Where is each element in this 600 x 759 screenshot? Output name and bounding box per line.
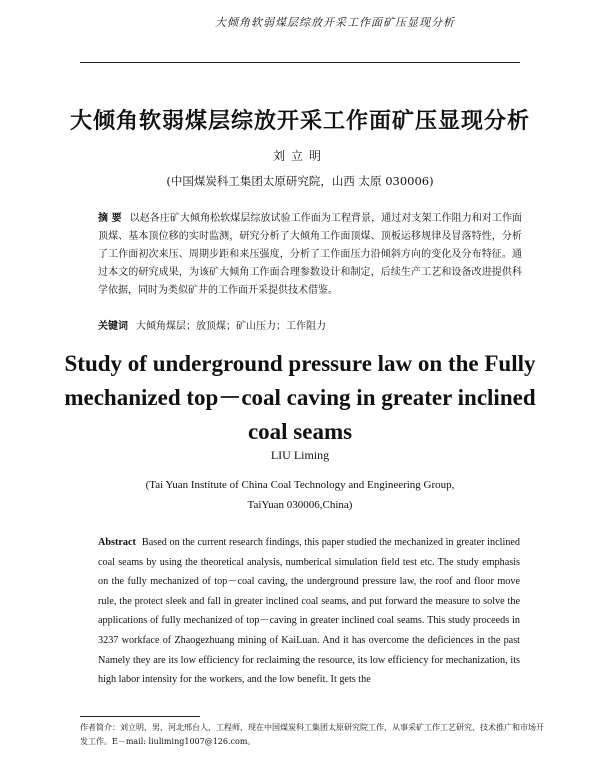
chinese-title: 大倾角软弱煤层综放开采工作面矿压显现分析: [69, 108, 530, 134]
english-affiliation-line2: TaiYuan 030006,China): [247, 499, 353, 511]
footnote-rule: [80, 716, 200, 717]
english-title: Study of underground pressure law on the Fully mechanized top－coal caving in greater inclined coal seams: [64, 351, 536, 444]
english-abstract: [98, 533, 520, 690]
chinese-keywords-text: 大倾角煤层；放顶煤；矿山压力；工作阻力: [136, 321, 326, 332]
chinese-keywords-label: 关键词: [98, 321, 128, 332]
english-affiliation: [90, 475, 510, 515]
chinese-affiliation: (中国煤炭科工集团太原研究院，山西 太原 030006): [166, 174, 434, 188]
running-head: 大倾角软弱煤层综放开采工作面矿压显现分析: [215, 16, 455, 29]
english-author: LIU Liming: [270, 448, 330, 462]
english-abstract-text: Based on the current research findings, this paper studied the mechanized in greater inclined coal seams by using the theoretical analysis, numberical simulation field test etc. The study emphasis on the fully mechanized of top－coal caving, the underground pressure law, the roof and floor move rule, the protect sleek and fall in greater inclined coal seams, and put forward the measure to solve the applications of fully mechanized of top－caving in greater inclined coal seams. This study proceeds in 3237 workface of Zhaogezhuang mining of KaiLuan. And it has overcome the deficiences in the past Namely they are its low efficiency for reclaiming the resource, its low efficiency for mechanization, its high labor intensity for the workers, and the low benefit. It gets the: [98, 537, 520, 686]
english-affiliation-line1: (Tai Yuan Institute of China Coal Technology and Engineering Group,: [145, 479, 455, 491]
chinese-keywords: [98, 318, 522, 336]
author-footnote: 作者简介：刘立明，男，河北邢台人，工程师，现在中国煤炭科工集团太原研究院工作，从事采矿工作工艺研究、技术推广和市场开发工作。E－mail: liuliming1007@126.com。: [80, 723, 544, 746]
chinese-abstract-label: 摘 要: [98, 213, 122, 224]
chinese-abstract-text: 以赵各庄矿大倾角松软煤层综放试验工作面为工程背景，通过对支架工作阻力和对工作面顶煤、基本顶位移的实时监测，研究分析了大倾角工作面顶煤、顶板运移规律及冒落特性，分析了工作面初次来压、周期步距和来压强度，分析了工作面压力沿倾斜方向的变化及分布特征。通过本文的研究成果，为该矿大倾角工作面合理参数设计和制定，后续生产工艺和设备改进提供科学依据，同时为类似矿井的工作面开采提供技术借鉴。: [98, 213, 523, 296]
header-rule: [80, 62, 520, 63]
chinese-author: 刘立明: [272, 149, 327, 163]
english-abstract-label: Abstract: [98, 537, 136, 548]
chinese-abstract: [98, 210, 522, 300]
